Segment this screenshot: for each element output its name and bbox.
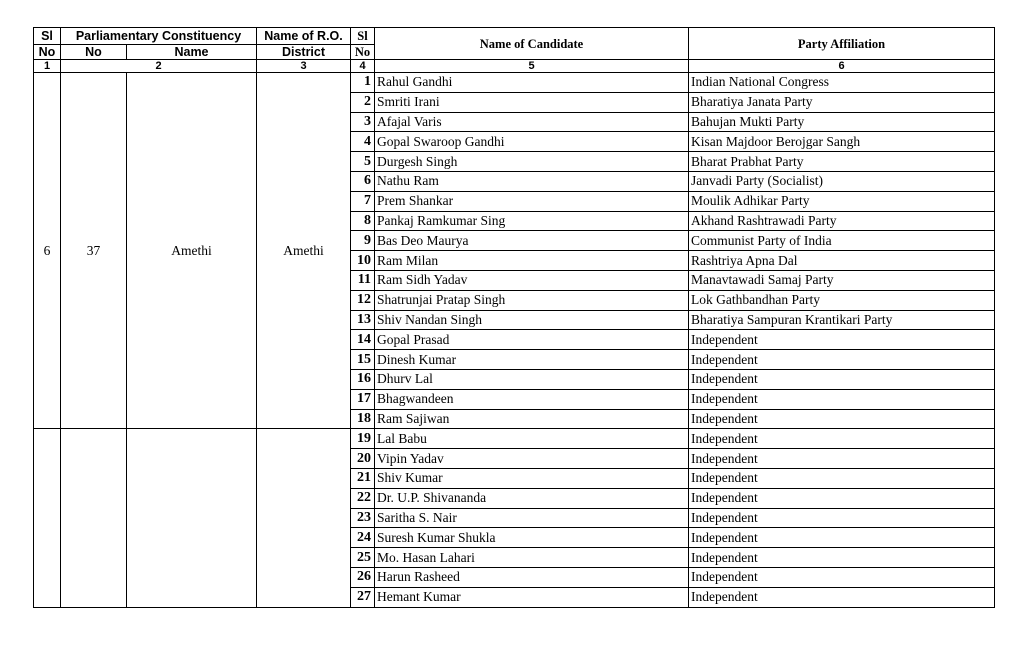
candidate-sl-no: 5 [351, 152, 375, 172]
candidate-party: Akhand Rashtrawadi Party [689, 211, 995, 231]
candidate-party: Independent [689, 449, 995, 469]
candidate-party: Bharatiya Janata Party [689, 92, 995, 112]
candidate-name: Prem Shankar [375, 191, 689, 211]
candidate-party: Moulik Adhikar Party [689, 191, 995, 211]
col-number: 4 [351, 60, 375, 73]
candidate-name: Rahul Gandhi [375, 73, 689, 93]
candidate-sl-no: 8 [351, 211, 375, 231]
candidate-sl-no: 26 [351, 567, 375, 587]
candidate-party: Kisan Majdoor Berojgar Sangh [689, 132, 995, 152]
col-number: 3 [257, 60, 351, 73]
candidate-name: Gopal Prasad [375, 330, 689, 350]
col-number: 5 [375, 60, 689, 73]
candidate-party: Communist Party of India [689, 231, 995, 251]
candidate-sl-no: 15 [351, 350, 375, 370]
constituency-no: 37 [61, 73, 127, 429]
pc-no-header: No [61, 45, 127, 60]
candidate-party: Independent [689, 389, 995, 409]
col-number: 1 [34, 60, 61, 73]
table-row [34, 429, 995, 449]
candidate-name: Ram Sidh Yadav [375, 270, 689, 290]
candidate-sl-no: 27 [351, 587, 375, 607]
candidate-sl-no: 4 [351, 132, 375, 152]
constituency-sl-no: 6 [34, 73, 61, 429]
candidate-name: Mo. Hasan Lahari [375, 548, 689, 568]
candidate-sl-no: 22 [351, 488, 375, 508]
candidate-name: Durgesh Singh [375, 152, 689, 172]
candidate-sl-no: 1 [351, 73, 375, 93]
ro-header: Name of R.O. [257, 28, 351, 45]
candidate-party: Independent [689, 528, 995, 548]
candidate-name: Shiv Nandan Singh [375, 310, 689, 330]
header-row-1 [34, 28, 995, 45]
pc-name-header: Name [127, 45, 257, 60]
candidate-table [33, 27, 995, 608]
candidate-sl-no: 3 [351, 112, 375, 132]
candidate-name: Dinesh Kumar [375, 350, 689, 370]
candidate-name: Bas Deo Maurya [375, 231, 689, 251]
col-number: 2 [61, 60, 257, 73]
candidate-party: Indian National Congress [689, 73, 995, 93]
candidate-sl-no: 17 [351, 389, 375, 409]
candidate-party: Independent [689, 429, 995, 449]
candidate-sl-no: 10 [351, 251, 375, 271]
candidate-name: Pankaj Ramkumar Sing [375, 211, 689, 231]
candidate-name: Vipin Yadav [375, 449, 689, 469]
candidate-party: Bharatiya Sampuran Krantikari Party [689, 310, 995, 330]
candidate-party: Independent [689, 409, 995, 429]
candidate-sl-no: 2 [351, 92, 375, 112]
candidate-party: Janvadi Party (Socialist) [689, 171, 995, 191]
candidate-name: Ram Milan [375, 251, 689, 271]
candidate-party: Lok Gathbandhan Party [689, 290, 995, 310]
sl-no-subheader: No [34, 45, 61, 60]
candidate-name: Afajal Varis [375, 112, 689, 132]
candidate-sl-no: 11 [351, 270, 375, 290]
table-row [34, 73, 995, 93]
candidate-name: Hemant Kumar [375, 587, 689, 607]
candidate-party: Bharat Prabhat Party [689, 152, 995, 172]
constituency-name: Amethi [127, 73, 257, 429]
candidate-name: Ram Sajiwan [375, 409, 689, 429]
candidate-sl-no: 13 [351, 310, 375, 330]
candidate-sl-no: 16 [351, 369, 375, 389]
column-number-row [34, 60, 995, 73]
candidate-name: Bhagwandeen [375, 389, 689, 409]
candidate-party: Independent [689, 548, 995, 568]
candidate-name: Suresh Kumar Shukla [375, 528, 689, 548]
candidate-sl-no: 18 [351, 409, 375, 429]
candidate-sl-no: 25 [351, 548, 375, 568]
sl2-subheader: No [351, 45, 375, 60]
candidate-party: Rashtriya Apna Dal [689, 251, 995, 271]
col-number: 6 [689, 60, 995, 73]
candidate-party: Bahujan Mukti Party [689, 112, 995, 132]
candidate-sl-no: 23 [351, 508, 375, 528]
pc-group-header: Parliamentary Constituency [61, 28, 257, 45]
candidate-name: Gopal Swaroop Gandhi [375, 132, 689, 152]
continuation-sl-no [34, 429, 61, 607]
candidate-party: Independent [689, 508, 995, 528]
candidate-name: Lal Babu [375, 429, 689, 449]
continuation-pc-name [127, 429, 257, 607]
candidate-name: Dr. U.P. Shivananda [375, 488, 689, 508]
candidate-sl-no: 9 [351, 231, 375, 251]
candidate-party: Independent [689, 330, 995, 350]
candidate-sl-no: 7 [351, 191, 375, 211]
candidate-name: Smriti Irani [375, 92, 689, 112]
candidate-sl-no: 19 [351, 429, 375, 449]
candidate-sl-no: 24 [351, 528, 375, 548]
candidate-name: Harun Rasheed [375, 567, 689, 587]
candidate-party: Independent [689, 350, 995, 370]
continuation-pc-no [61, 429, 127, 607]
continuation-district [257, 429, 351, 607]
candidate-party: Independent [689, 567, 995, 587]
candidate-party: Independent [689, 587, 995, 607]
candidate-name: Saritha S. Nair [375, 508, 689, 528]
candidate-sl-no: 21 [351, 468, 375, 488]
district-header: District [257, 45, 351, 60]
candidate-party: Independent [689, 488, 995, 508]
candidate-name: Dhurv Lal [375, 369, 689, 389]
candidate-party: Independent [689, 369, 995, 389]
candidate-header: Name of Candidate [375, 28, 689, 60]
party-header: Party Affiliation [689, 28, 995, 60]
sl2-header: Sl [351, 28, 375, 45]
candidate-party: Independent [689, 468, 995, 488]
candidate-sl-no: 14 [351, 330, 375, 350]
sl-no-header: Sl [34, 28, 61, 45]
candidate-name: Shiv Kumar [375, 468, 689, 488]
candidate-sl-no: 12 [351, 290, 375, 310]
candidate-sl-no: 20 [351, 449, 375, 469]
candidate-party: Manavtawadi Samaj Party [689, 270, 995, 290]
candidate-name: Nathu Ram [375, 171, 689, 191]
ro-district: Amethi [257, 73, 351, 429]
candidate-sl-no: 6 [351, 171, 375, 191]
candidate-name: Shatrunjai Pratap Singh [375, 290, 689, 310]
